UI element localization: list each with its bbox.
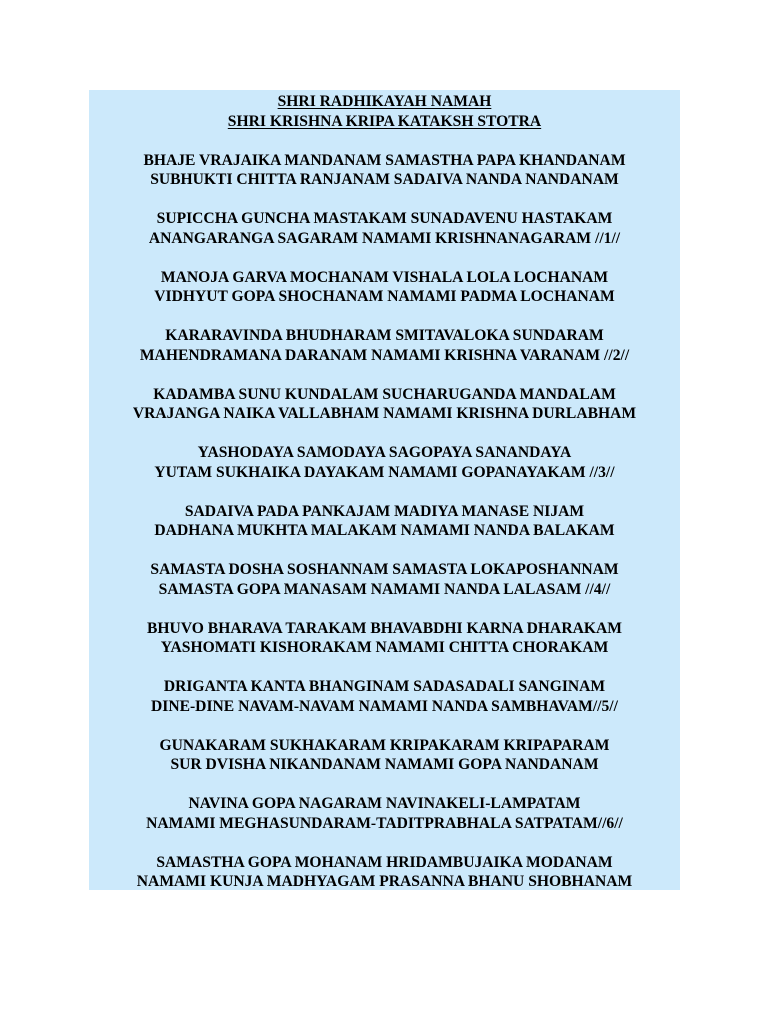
stanza [89, 443, 680, 482]
stanza [89, 794, 680, 833]
stanza [89, 268, 680, 307]
verse-line: KADAMBA SUNU KUNDALAM SUCHARUGANDA MANDALAM [153, 385, 616, 403]
stanza [89, 385, 680, 424]
verse-line: ANANGARANGA SAGARAM NAMAMI KRISHNANAGARAM //1// [148, 229, 621, 247]
verse-line: SUBHUKTI CHITTA RANJANAM SADAIVA NANDA NANDANAM [150, 171, 619, 188]
verse-line: NAMAMI KUNJA MADHYAGAM PRASANNA BHANU SHOBHANAM [136, 873, 633, 890]
document-title [89, 92, 680, 131]
verse-line: NAMAMI MEGHASUNDARAM-TADITPRABHALA SATPATAM//6// [146, 814, 623, 832]
verse-line: BHUVO BHARAVA TARAKAM BHAVABDHI KARNA DHARAKAM [147, 619, 622, 637]
verse-line: DRIGANTA KANTA BHANGINAM SADASADALI SANGINAM [163, 678, 606, 695]
verse-line: MANOJA GARVA MOCHANAM VISHALA LOLA LOCHANAM [160, 268, 609, 286]
verse-line: SAMASTA GOPA MANASAM NAMAMI NANDA LALASAM //4// [158, 580, 611, 598]
stanza [89, 502, 680, 541]
stotra-text [89, 92, 680, 892]
verse-line: SUR DVISHA NIKANDANAM NAMAMI GOPA NANDANAM [170, 756, 599, 773]
stanza [89, 209, 680, 248]
verse-line: MAHENDRAMANA DARANAM NAMAMI KRISHNA VARANAM //2// [139, 346, 630, 364]
verse-line: GUNAKARAM SUKHAKARAM KRIPAKARAM KRIPAPARAM [159, 736, 610, 754]
verse-line: SAMASTA DOSHA SOSHANNAM SAMASTA LOKAPOSHANNAM [150, 561, 619, 578]
stanza [89, 853, 680, 892]
verse-line: BHAJE VRAJAIKA MANDANAM SAMASTHA PAPA KHANDANAM [143, 151, 626, 169]
verse-line: YASHOMATI KISHORAKAM NAMAMI CHITTA CHORAKAM [160, 639, 609, 656]
stanza [89, 560, 680, 599]
verse-line: KARARAVINDA BHUDHARAM SMITAVALOKA SUNDARAM [165, 327, 604, 344]
verse-line: YUTAM SUKHAIKA DAYAKAM NAMAMI GOPANAYAKAM //3// [154, 463, 615, 481]
title-line: SHRI RADHIKAYAH NAMAH [277, 93, 492, 110]
verse-line: NAVINA GOPA NAGARAM NAVINAKELI-LAMPATAM [188, 795, 581, 812]
verse-line: SUPICCHA GUNCHA MASTAKAM SUNADAVENU HASTAKAM [156, 210, 613, 227]
verse-line: SADAIVA PADA PANKAJAM MADIYA MANASE NIJAM [184, 502, 585, 520]
subtitle-line: SHRI KRISHNA KRIPA KATAKSH STOTRA [227, 112, 542, 130]
verse-line: VRAJANGA NAIKA VALLABHAM NAMAMI KRISHNA DURLABHAM [132, 405, 637, 422]
stanza [89, 736, 680, 775]
verse-line: YASHODAYA SAMODAYA SAGOPAYA SANANDAYA [197, 444, 572, 461]
stanza [89, 326, 680, 365]
verse-line: DINE-DINE NAVAM-NAVAM NAMAMI NANDA SAMBHAVAM//5// [151, 697, 618, 715]
verse-line: DADHANA MUKHTA MALAKAM NAMAMI NANDA BALAKAM [154, 522, 615, 539]
stanza [89, 677, 680, 716]
stanza [89, 619, 680, 658]
stanza [89, 151, 680, 190]
verse-line: SAMASTHA GOPA MOHANAM HRIDAMBUJAIKA MODANAM [156, 853, 613, 871]
verse-line: VIDHYUT GOPA SHOCHANAM NAMAMI PADMA LOCHANAM [154, 288, 615, 305]
